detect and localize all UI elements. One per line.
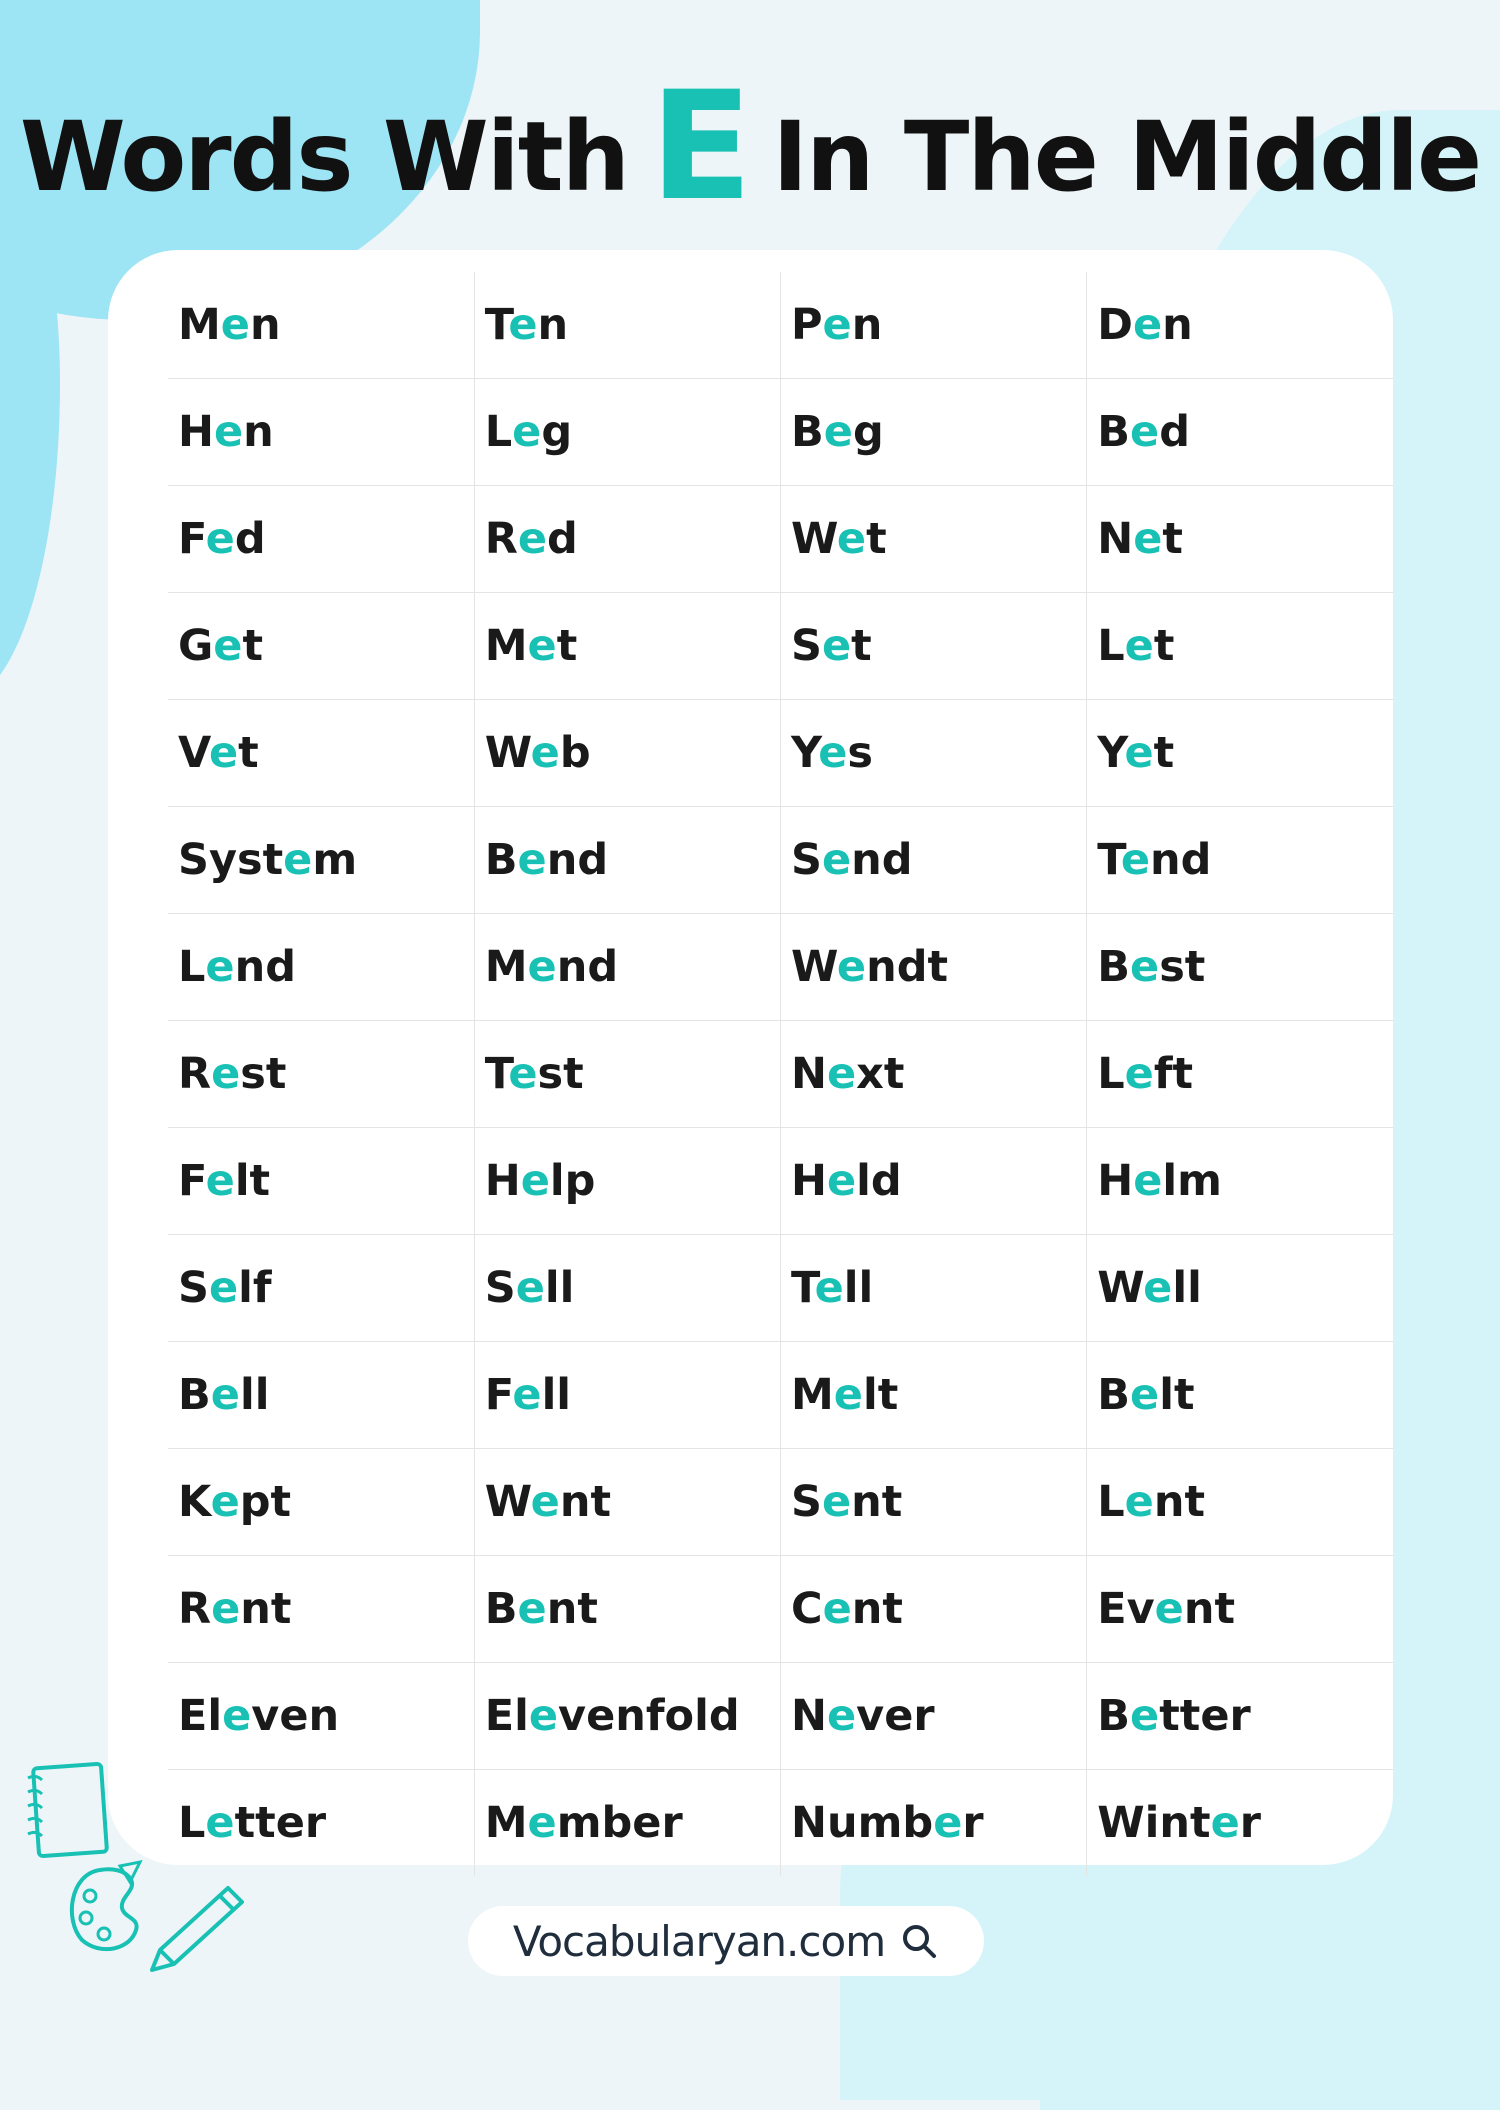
title-letter: E — [649, 60, 751, 234]
word-prefix: S — [791, 1477, 822, 1527]
word-prefix: L — [1097, 1477, 1125, 1527]
word-prefix: S — [791, 835, 822, 885]
word-prefix: L — [178, 942, 206, 992]
word-suffix: nt — [1183, 1584, 1235, 1634]
word-suffix: ll — [1172, 1263, 1202, 1313]
word-highlight-e: e — [827, 1049, 857, 1099]
word-cell — [1087, 1235, 1393, 1342]
word-prefix: W — [791, 514, 837, 564]
word-suffix: ll — [239, 1370, 270, 1420]
palette-icon — [60, 1860, 150, 1960]
word-prefix: B — [178, 1370, 211, 1420]
word-prefix: D — [1097, 300, 1133, 350]
word-cell — [781, 914, 1087, 1021]
word-suffix: g — [852, 407, 884, 457]
word-row — [168, 1021, 1393, 1128]
word-suffix: xt — [856, 1049, 905, 1099]
word-highlight-e: e — [208, 1263, 239, 1313]
word-highlight-e: e — [833, 1370, 863, 1420]
word-highlight-e: e — [821, 835, 852, 885]
word-prefix: P — [791, 300, 823, 350]
word-suffix: t — [556, 621, 578, 671]
word-highlight-e: e — [814, 1263, 844, 1313]
word-prefix: B — [791, 407, 824, 457]
word-cell — [1087, 1663, 1393, 1770]
word-cell — [168, 272, 474, 379]
word-suffix: lt — [862, 1370, 899, 1420]
word-suffix: g — [541, 407, 573, 457]
word-row — [168, 1342, 1393, 1449]
word-cell — [781, 272, 1087, 379]
word-highlight-e: e — [530, 728, 560, 778]
word-suffix: venfold — [558, 1691, 740, 1741]
word-highlight-e: e — [1210, 1798, 1240, 1848]
word-prefix: N — [1097, 514, 1134, 564]
word-suffix: nd — [556, 942, 619, 992]
word-cell — [168, 379, 474, 486]
word-suffix: nt — [559, 1477, 611, 1527]
word-suffix: ll — [541, 1370, 572, 1420]
word-suffix: nt — [1153, 1477, 1205, 1527]
word-highlight-e: e — [527, 942, 557, 992]
word-cell — [781, 1449, 1087, 1556]
word-row — [168, 272, 1393, 379]
word-cell — [474, 1128, 780, 1235]
word-highlight-e: e — [517, 1584, 547, 1634]
word-suffix: tter — [234, 1798, 327, 1848]
word-cell — [781, 1556, 1087, 1663]
word-suffix: n — [249, 300, 281, 350]
word-suffix: ld — [856, 1156, 902, 1206]
word-highlight-e: e — [512, 407, 542, 457]
word-prefix: S — [484, 1263, 516, 1313]
word-cell — [1087, 593, 1393, 700]
word-suffix: d — [1159, 407, 1190, 457]
word-suffix: lt — [234, 1156, 271, 1206]
word-highlight-e: e — [517, 514, 548, 564]
word-cell — [1087, 1770, 1393, 1877]
word-prefix: F — [484, 1370, 513, 1420]
word-cell — [168, 593, 474, 700]
word-cell — [1087, 1556, 1393, 1663]
word-prefix: B — [1097, 1691, 1131, 1741]
word-highlight-e: e — [1133, 1156, 1163, 1206]
word-suffix: t — [1162, 514, 1183, 564]
word-cell — [168, 807, 474, 914]
title-before: Words With — [19, 101, 628, 213]
page-title — [0, 60, 1500, 234]
word-highlight-e: e — [1124, 621, 1154, 671]
word-highlight-e: e — [222, 1691, 252, 1741]
word-suffix: st — [537, 1049, 584, 1099]
word-cell — [781, 807, 1087, 914]
word-row — [168, 593, 1393, 700]
word-prefix: H — [1097, 1156, 1134, 1206]
word-highlight-e: e — [1124, 1477, 1154, 1527]
word-prefix: H — [791, 1156, 827, 1206]
word-highlight-e: e — [527, 1798, 557, 1848]
word-cell — [168, 1449, 474, 1556]
word-highlight-e: e — [515, 1263, 545, 1313]
word-suffix: mber — [556, 1798, 683, 1848]
word-prefix: H — [484, 1156, 521, 1206]
word-highlight-e: e — [821, 621, 852, 671]
word-prefix: F — [178, 514, 206, 564]
word-prefix: S — [178, 1263, 209, 1313]
word-prefix: B — [484, 835, 518, 885]
word-suffix: ver — [856, 1691, 935, 1741]
word-highlight-e: e — [528, 1691, 559, 1741]
word-cell — [1087, 807, 1393, 914]
word-highlight-e: e — [517, 835, 547, 885]
word-suffix: nt — [546, 1584, 598, 1634]
word-highlight-e: e — [1130, 942, 1160, 992]
word-suffix: n — [851, 300, 883, 350]
word-highlight-e: e — [1130, 1691, 1160, 1741]
word-highlight-e: e — [520, 1156, 550, 1206]
word-highlight-e: e — [827, 1691, 857, 1741]
word-prefix: L — [484, 407, 513, 457]
word-highlight-e: e — [1143, 1263, 1173, 1313]
word-suffix: pt — [239, 1477, 292, 1527]
word-cell — [781, 1021, 1087, 1128]
word-highlight-e: e — [210, 1477, 240, 1527]
word-suffix: nt — [240, 1584, 292, 1634]
word-highlight-e: e — [213, 621, 243, 671]
word-prefix: W — [484, 1477, 531, 1527]
word-cell — [1087, 1128, 1393, 1235]
footer-website[interactable] — [468, 1906, 984, 1976]
word-cell — [168, 1235, 474, 1342]
word-cell — [474, 1663, 780, 1770]
word-prefix: C — [791, 1584, 823, 1634]
word-prefix: W — [1097, 1263, 1144, 1313]
word-suffix: r — [1239, 1798, 1261, 1848]
word-cell — [168, 1770, 474, 1877]
word-table — [168, 272, 1393, 1876]
word-highlight-e: e — [822, 1584, 852, 1634]
word-suffix: t — [866, 514, 887, 564]
word-cell — [1087, 1021, 1393, 1128]
word-cell — [781, 1342, 1087, 1449]
word-suffix: ft — [1153, 1049, 1194, 1099]
word-cell — [474, 1556, 780, 1663]
word-suffix: st — [240, 1049, 287, 1099]
word-suffix: n — [1162, 300, 1193, 350]
word-highlight-e: e — [822, 300, 852, 350]
word-highlight-e: e — [1130, 407, 1160, 457]
word-suffix: nd — [546, 835, 609, 885]
word-prefix: Y — [1097, 728, 1125, 778]
word-cell — [474, 914, 780, 1021]
word-suffix: nd — [1150, 835, 1212, 885]
word-cell — [474, 486, 780, 593]
word-cell — [474, 1235, 780, 1342]
word-prefix: S — [791, 621, 822, 671]
word-highlight-e: e — [836, 514, 867, 564]
word-row — [168, 1449, 1393, 1556]
word-row — [168, 807, 1393, 914]
word-suffix: lt — [1159, 1370, 1195, 1420]
word-prefix: El — [178, 1691, 223, 1741]
word-prefix: M — [484, 942, 528, 992]
word-prefix: L — [1097, 1049, 1125, 1099]
word-highlight-e: e — [1130, 1370, 1160, 1420]
word-cell — [474, 1342, 780, 1449]
word-row — [168, 1235, 1393, 1342]
word-highlight-e: e — [205, 942, 235, 992]
word-highlight-e: e — [210, 1370, 240, 1420]
word-prefix: B — [1097, 1370, 1131, 1420]
word-prefix: R — [484, 514, 518, 564]
word-suffix: t — [242, 621, 264, 671]
word-highlight-e: e — [1132, 300, 1163, 350]
word-highlight-e: e — [818, 728, 848, 778]
word-prefix: B — [484, 1584, 518, 1634]
word-prefix: N — [791, 1049, 827, 1099]
word-highlight-e: e — [823, 407, 853, 457]
word-highlight-e: e — [508, 300, 538, 350]
word-prefix: G — [178, 621, 214, 671]
word-prefix: F — [178, 1156, 206, 1206]
word-cell — [474, 807, 780, 914]
word-highlight-e: e — [283, 835, 313, 885]
word-cell — [474, 272, 780, 379]
word-prefix: L — [1097, 621, 1125, 671]
word-prefix: Syst — [178, 835, 284, 885]
word-highlight-e: e — [205, 1156, 235, 1206]
word-prefix: Numb — [791, 1798, 934, 1848]
word-cell — [781, 1235, 1087, 1342]
word-suffix: nd — [234, 942, 296, 992]
word-cell — [168, 486, 474, 593]
word-prefix: T — [1097, 835, 1121, 885]
word-suffix: ll — [843, 1263, 874, 1313]
search-icon — [899, 1921, 939, 1961]
word-suffix: d — [234, 514, 266, 564]
word-highlight-e: e — [211, 1049, 241, 1099]
word-prefix: W — [791, 942, 837, 992]
word-highlight-e: e — [1124, 728, 1154, 778]
word-card — [108, 250, 1393, 1865]
word-suffix: st — [1159, 942, 1206, 992]
word-suffix: t — [1153, 728, 1175, 778]
word-row — [168, 1556, 1393, 1663]
word-highlight-e: e — [211, 1584, 241, 1634]
word-prefix: T — [484, 300, 509, 350]
word-cell — [168, 1556, 474, 1663]
word-suffix: lf — [238, 1263, 272, 1313]
word-highlight-e: e — [530, 1477, 560, 1527]
word-suffix: b — [559, 728, 591, 778]
word-cell — [474, 593, 780, 700]
word-highlight-e: e — [827, 1156, 857, 1206]
word-suffix: ven — [251, 1691, 340, 1741]
word-highlight-e: e — [821, 1477, 852, 1527]
word-cell — [168, 914, 474, 1021]
pencil-icon — [142, 1880, 252, 1980]
word-prefix: W — [484, 728, 531, 778]
word-prefix: N — [791, 1691, 827, 1741]
word-prefix: Wint — [1097, 1798, 1211, 1848]
word-prefix: B — [1097, 942, 1131, 992]
word-suffix: lm — [1162, 1156, 1222, 1206]
word-row — [168, 700, 1393, 807]
word-row — [168, 1663, 1393, 1770]
title-after: In The Middle — [772, 101, 1481, 213]
word-suffix: nt — [851, 1584, 903, 1634]
word-cell — [1087, 1342, 1393, 1449]
word-prefix: V — [178, 728, 209, 778]
word-suffix: r — [962, 1798, 984, 1848]
word-suffix: t — [1153, 621, 1175, 671]
word-cell — [781, 700, 1087, 807]
word-prefix: L — [178, 1798, 206, 1848]
word-cell — [474, 700, 780, 807]
word-prefix: K — [178, 1477, 211, 1527]
word-suffix: tter — [1159, 1691, 1251, 1741]
word-highlight-e: e — [214, 407, 244, 457]
word-row — [168, 1770, 1393, 1877]
word-prefix: M — [484, 1798, 528, 1848]
word-row — [168, 379, 1393, 486]
word-suffix: m — [312, 835, 358, 885]
word-prefix: M — [791, 1370, 834, 1420]
word-cell — [168, 1663, 474, 1770]
word-highlight-e: e — [205, 1798, 235, 1848]
word-suffix: ll — [544, 1263, 575, 1313]
word-prefix: R — [178, 1584, 212, 1634]
word-cell — [1087, 700, 1393, 807]
word-cell — [168, 1128, 474, 1235]
notebook-icon — [22, 1760, 112, 1860]
word-highlight-e: e — [508, 1049, 538, 1099]
word-prefix: T — [791, 1263, 815, 1313]
word-cell — [168, 1342, 474, 1449]
word-cell — [781, 379, 1087, 486]
word-prefix: M — [484, 621, 528, 671]
word-cell — [1087, 272, 1393, 379]
website-label: Vocabularyan.com — [512, 1916, 886, 1966]
word-cell — [781, 1770, 1087, 1877]
word-prefix: H — [178, 407, 214, 457]
word-highlight-e: e — [512, 1370, 542, 1420]
word-highlight-e: e — [527, 621, 557, 671]
word-suffix: nd — [851, 835, 913, 885]
word-row — [168, 914, 1393, 1021]
word-highlight-e: e — [1154, 1584, 1184, 1634]
word-cell — [781, 1128, 1087, 1235]
word-highlight-e: e — [1133, 514, 1163, 564]
word-highlight-e: e — [220, 300, 250, 350]
word-suffix: n — [537, 300, 569, 350]
word-highlight-e: e — [933, 1798, 963, 1848]
word-cell — [474, 379, 780, 486]
word-prefix: Y — [791, 728, 819, 778]
word-row — [168, 1128, 1393, 1235]
word-prefix: El — [484, 1691, 529, 1741]
word-highlight-e: e — [1120, 835, 1151, 885]
word-cell — [474, 1021, 780, 1128]
word-cell — [168, 1021, 474, 1128]
word-cell — [781, 593, 1087, 700]
word-cell — [1087, 1449, 1393, 1556]
word-suffix: n — [243, 407, 274, 457]
word-suffix: s — [847, 728, 873, 778]
word-suffix: t — [238, 728, 259, 778]
word-suffix: lp — [549, 1156, 596, 1206]
word-cell — [168, 700, 474, 807]
word-cell — [1087, 486, 1393, 593]
word-highlight-e: e — [1124, 1049, 1154, 1099]
word-prefix: M — [178, 300, 221, 350]
word-prefix: T — [484, 1049, 509, 1099]
word-highlight-e: e — [205, 514, 235, 564]
word-prefix: B — [1097, 407, 1131, 457]
word-suffix: d — [547, 514, 578, 564]
word-cell — [1087, 379, 1393, 486]
word-cell — [1087, 914, 1393, 1021]
word-prefix: R — [178, 1049, 212, 1099]
word-suffix: t — [851, 621, 872, 671]
word-prefix: Ev — [1097, 1584, 1155, 1634]
word-highlight-e: e — [208, 728, 239, 778]
word-cell — [474, 1449, 780, 1556]
word-row — [168, 486, 1393, 593]
word-suffix: nt — [851, 1477, 903, 1527]
word-cell — [781, 1663, 1087, 1770]
word-highlight-e: e — [836, 942, 867, 992]
word-cell — [781, 486, 1087, 593]
word-cell — [474, 1770, 780, 1877]
word-suffix: ndt — [866, 942, 949, 992]
